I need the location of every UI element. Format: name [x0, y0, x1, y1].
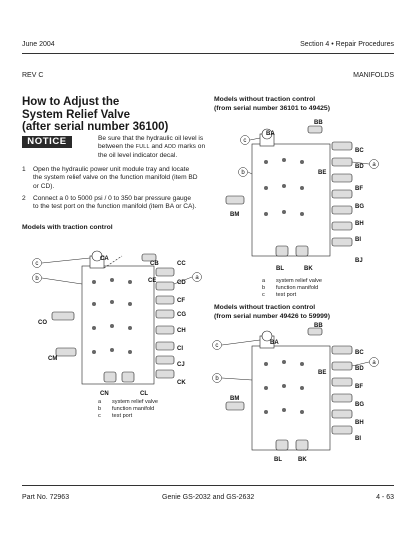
step-text: Open the hydraulic power unit module tray and locate the system relief valve on the function manifold (item BD or CD).: [33, 166, 198, 190]
label-bk: BK: [304, 266, 313, 272]
label-bc: BC: [355, 350, 364, 356]
callout-b-letter: b: [215, 376, 219, 382]
manifold-block: [82, 266, 157, 384]
label-bf: BF: [355, 384, 363, 390]
callout-b-letter: b: [241, 170, 245, 176]
callout-a-letter: a: [195, 275, 199, 281]
legend-letter: a: [262, 278, 266, 284]
label-bm: BM: [230, 212, 240, 218]
header-rule: [22, 53, 394, 54]
legend-letter: b: [98, 406, 102, 412]
label-bi: BI: [355, 237, 361, 243]
title-line-3: (after serial number 36100): [22, 121, 169, 133]
label-bh: BH: [355, 221, 364, 227]
label-bg: BG: [355, 402, 364, 408]
title-line-1: How to Adjust the: [22, 96, 120, 108]
label-bb: BB: [314, 323, 323, 329]
label-be: BE: [318, 170, 327, 176]
legend-letter: a: [98, 399, 102, 405]
header-section: Section 4 • Repair Procedures: [300, 41, 394, 48]
label-bl: BL: [276, 266, 284, 272]
legend-text: system relief valve: [276, 278, 323, 284]
label-cb: CB: [150, 261, 159, 267]
label-cj: CJ: [177, 362, 185, 368]
label-bj: BJ: [355, 258, 363, 264]
legend-text: test port: [276, 292, 297, 298]
label-bk: BK: [298, 457, 307, 463]
label-cf: CF: [177, 298, 185, 304]
header-topic: MANIFOLDS: [353, 72, 394, 79]
footer-page-number: 4 - 63: [376, 494, 394, 501]
label-co: CO: [38, 320, 47, 326]
legend-text: function manifold: [276, 285, 319, 291]
title-line-2: System Relief Valve: [22, 108, 131, 121]
label-cl: CL: [140, 391, 148, 397]
legend-letter: b: [262, 285, 266, 291]
legend-letter: c: [262, 292, 265, 298]
label-cc: CC: [177, 261, 186, 267]
footer-part-number: Part No. 72963: [22, 494, 70, 501]
label-bc: BC: [355, 148, 364, 154]
footer-model: Genie GS-2032 and GS-2632: [162, 494, 255, 501]
label-ba: BA: [266, 131, 275, 137]
diagram-title-traction: Models with traction control: [22, 224, 113, 231]
header-rev: REV C: [22, 72, 44, 79]
manifold-block: [252, 346, 330, 450]
label-be: BE: [318, 370, 327, 376]
footer-rule: [22, 485, 394, 486]
manifold-diagram-no-traction-2: [212, 322, 390, 464]
manifold-diagram-no-traction-1: [212, 114, 390, 276]
callout-c-letter: c: [35, 261, 39, 267]
diagram-title-line: (from serial number 49426 to 59999): [214, 312, 330, 320]
step-number: 1: [22, 166, 26, 173]
step-text: Connect a 0 to 5000 psi / 0 to 350 bar pressure gauge to the test port on the function manifold (item BA or CA).: [33, 195, 197, 211]
label-bm: BM: [230, 396, 240, 402]
notice-text: Be sure that the hydraulic oil level is between the FULL and ADD marks on the oil level indicator decal.: [98, 135, 206, 159]
diagram-title-no-traction-1: [214, 96, 330, 113]
callout-b-letter: b: [35, 276, 39, 282]
label-bh: BH: [355, 420, 364, 426]
legend-text: test port: [112, 413, 133, 419]
callout-c-letter: c: [215, 343, 219, 349]
step-number: 2: [22, 195, 26, 202]
notice-badge: NOTICE: [22, 136, 72, 148]
callout-c-letter: c: [243, 138, 247, 144]
manifold-diagram-traction: [30, 232, 208, 402]
diagram-title-no-traction-2: [214, 304, 330, 321]
label-bd: BD: [355, 366, 364, 372]
label-cm: CM: [48, 356, 58, 362]
label-cg: CG: [177, 312, 186, 318]
label-ck: CK: [177, 380, 186, 386]
label-cn: CN: [100, 391, 109, 397]
label-bd: BD: [355, 164, 364, 170]
manifold-block: [252, 144, 330, 256]
diagram-title-line: (from serial number 36101 to 49425): [214, 104, 330, 112]
diagram-title-line: Models without traction control: [214, 304, 316, 311]
page-title: [22, 96, 192, 134]
label-bi: BI: [355, 436, 361, 442]
legend-no-traction-1: [262, 278, 342, 300]
label-cd: CD: [177, 280, 186, 286]
label-ce: CE: [148, 278, 157, 284]
label-ch: CH: [177, 328, 186, 334]
label-bg: BG: [355, 204, 364, 210]
label-bb: BB: [314, 120, 323, 126]
legend-letter: c: [98, 413, 101, 419]
header-date: June 2004: [22, 41, 55, 48]
label-bl: BL: [274, 457, 282, 463]
label-ba: BA: [270, 340, 279, 346]
legend-text: function manifold: [112, 406, 155, 412]
legend-traction: [98, 399, 178, 421]
label-ci: CI: [177, 346, 183, 352]
label-bf: BF: [355, 186, 363, 192]
callout-a-letter: a: [372, 360, 376, 366]
label-ca: CA: [100, 256, 109, 262]
diagram-title-line: Models without traction control: [214, 96, 316, 103]
callout-a-letter: a: [372, 162, 376, 168]
legend-text: system relief valve: [112, 399, 159, 405]
